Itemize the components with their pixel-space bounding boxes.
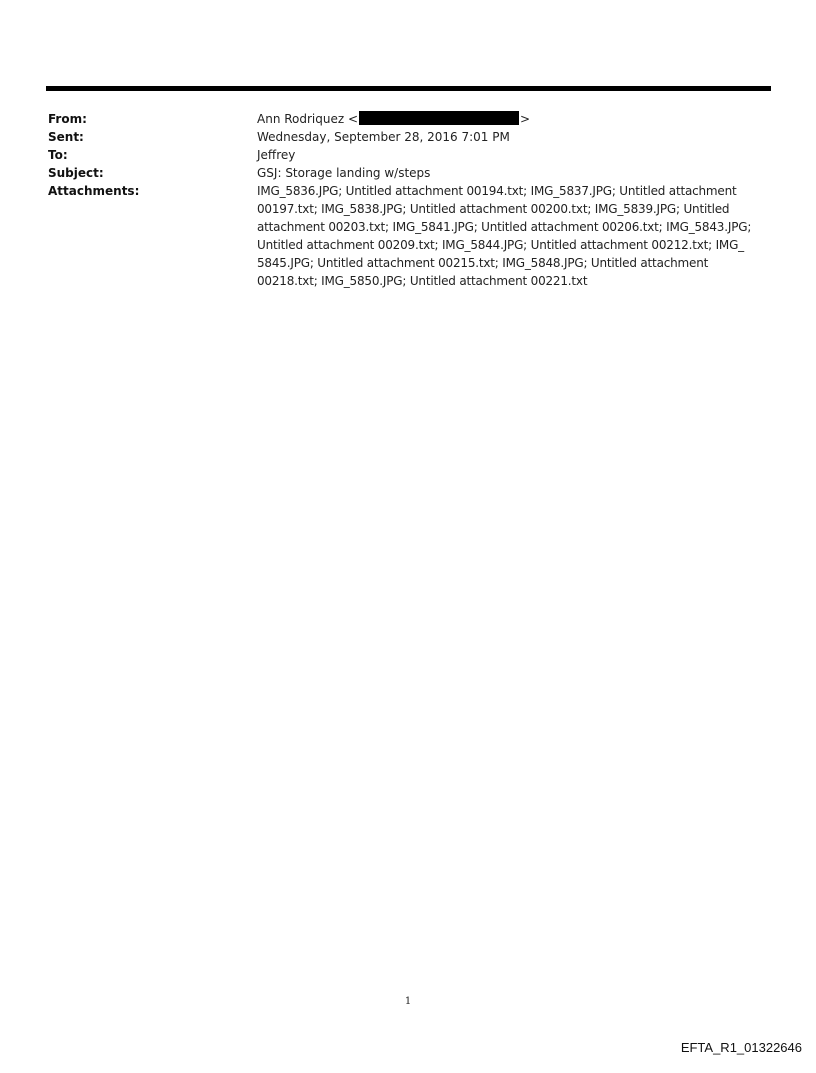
sent-label: Sent:	[48, 130, 84, 144]
attachments-label: Attachments:	[48, 184, 140, 198]
redaction-bar	[359, 111, 519, 125]
from-value	[257, 110, 760, 128]
sent-value: Wednesday, September 28, 2016 7:01 PM	[257, 130, 510, 144]
subject-row	[48, 164, 760, 182]
sent-row	[48, 128, 760, 146]
subject-value: GSJ: Storage landing w/steps	[257, 166, 431, 180]
subject-label: Subject:	[48, 166, 104, 180]
to-label: To:	[48, 148, 68, 162]
attachments-row	[48, 182, 760, 290]
from-suffix: >	[520, 112, 531, 126]
from-name: Ann Rodriquez <	[257, 112, 359, 126]
attachments-list: IMG_5836.JPG; Untitled attachment 00194.txt; IMG_5837.JPG; Untitled attachment 00197.txt; IMG_5838.JPG; Untitled attachment 00200.txt; IMG_5839.JPG; Untitled attachment 00203.txt; IMG_5841.JPG; Untitled attachment 00206.txt; IMG_5843.JPG; Untitled attachment 00209.txt; IMG_5844.JPG; Untitled attachment 00212.txt; IMG_ 5845.JPG; Untitled attachment 00215.txt; IMG_5848.JPG; Untitled attachment 00218.txt; IMG_5850.JPG; Untitled attachment 00221.txt	[257, 184, 752, 288]
document-id: EFTA_R1_01322646	[680, 1040, 802, 1055]
to-row	[48, 146, 760, 164]
from-label: From:	[48, 112, 87, 126]
from-row	[48, 110, 760, 128]
to-value: Jeffrey	[257, 148, 296, 162]
page-number: 1	[404, 996, 412, 1007]
email-header	[48, 110, 760, 290]
header-divider-rule	[46, 86, 771, 91]
